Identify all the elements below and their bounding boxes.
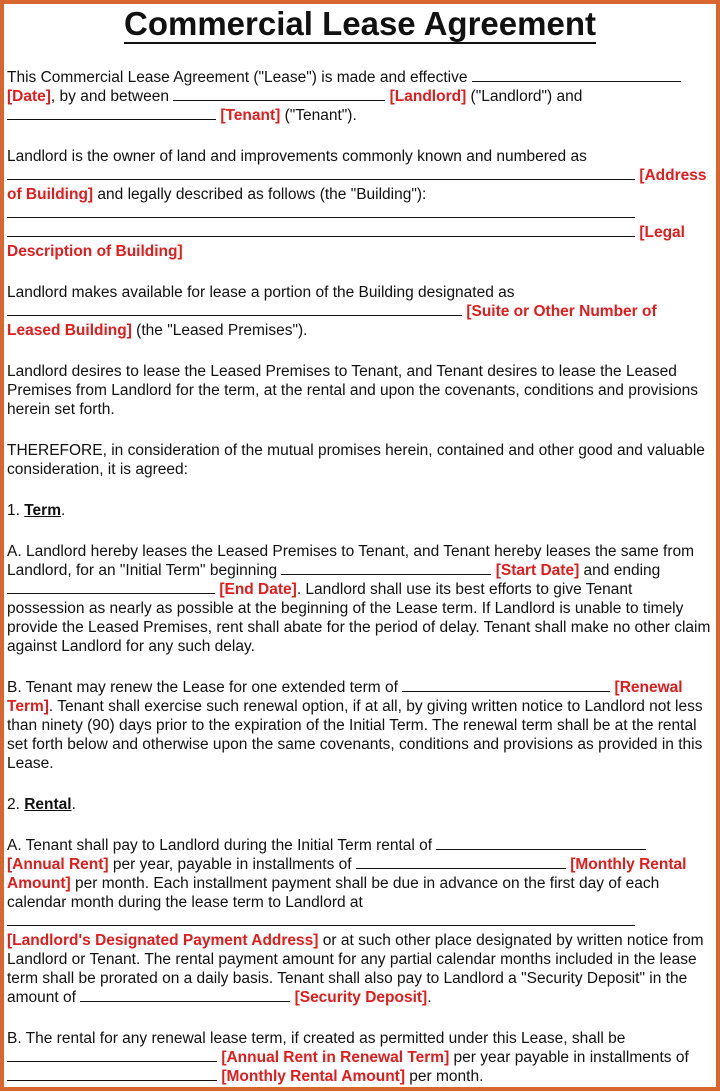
section-1-heading: 1. Term. bbox=[7, 502, 66, 519]
date-placeholder: [Date] bbox=[7, 88, 51, 105]
annual-rent-blank[interactable] bbox=[436, 836, 646, 850]
renewal-monthly-placeholder: [Monthly Rental Amount] bbox=[221, 1068, 405, 1085]
start-date-blank[interactable] bbox=[281, 561, 491, 575]
security-deposit-blank[interactable] bbox=[80, 988, 290, 1002]
monthly-rent-blank[interactable] bbox=[356, 855, 566, 869]
annual-renewal-rent-blank[interactable] bbox=[7, 1048, 217, 1062]
renewal-blank[interactable] bbox=[402, 678, 610, 692]
suite-placeholder-cont: Leased Building] bbox=[7, 322, 132, 339]
start-date-placeholder: [Start Date] bbox=[495, 562, 580, 579]
security-deposit-placeholder: [Security Deposit] bbox=[294, 989, 428, 1006]
payment-address-blank[interactable] bbox=[7, 912, 635, 926]
tenant-placeholder: [Tenant] bbox=[220, 107, 281, 124]
suite-blank[interactable] bbox=[7, 302, 462, 316]
lease-document bbox=[7, 4, 713, 1086]
availability-paragraph: Landlord makes available for lease a portion of the Building designated as [Suite or Other Number of Leased Building] (the "Leased Premises"). bbox=[7, 284, 657, 339]
end-date-blank[interactable] bbox=[7, 580, 215, 594]
therefore-paragraph: THEREFORE, in consideration of the mutual promises herein, contained and other good and valuable consideration, it is agreed: bbox=[7, 442, 705, 478]
address-blank[interactable] bbox=[7, 166, 635, 180]
legal-blank-1[interactable] bbox=[7, 204, 635, 218]
monthly-rent-placeholder: [Monthly Rental Amount] bbox=[7, 856, 687, 892]
annual-rent-placeholder: [Annual Rent] bbox=[7, 856, 109, 873]
landlord-placeholder: [Landlord] bbox=[389, 88, 467, 105]
suite-placeholder: [Suite or Other Number of bbox=[466, 303, 657, 320]
section-2b-paragraph: B. The rental for any renewal lease term, if created as permitted under this Lease, shall be [Annual Rent in Renewal Term] per year payable in installments of [Monthly Rental Amount] per month. bbox=[7, 1030, 689, 1085]
renewal-placeholder: [Renewal Term] bbox=[7, 679, 683, 715]
section-1a-paragraph: A. Landlord hereby leases the Leased Premises to Tenant, and Tenant hereby leases the same from Landlord, for an "Initial Term" beginning [Start Date] and ending [End Date]. Landlord shall use its best efforts to give Tenant possession as nearly as possible at the beginning of the Lease term. If Landlord is unable to timely provide the Leased Premises, rent shall abate for the period of delay. Tenant shall make no other claim against Landlord for any such delay. bbox=[7, 543, 711, 655]
desires-paragraph: Landlord desires to lease the Leased Premises to Tenant, and Tenant desires to lease the Leased Premises from Landlord for the term, at the rental and upon the covenants, conditions and provisions herein set forth. bbox=[7, 363, 698, 418]
section-2-heading: 2. Rental. bbox=[7, 796, 76, 813]
tenant-blank[interactable] bbox=[7, 106, 216, 120]
end-date-placeholder: [End Date] bbox=[219, 581, 297, 598]
legal-placeholder: [Legal bbox=[639, 224, 685, 241]
legal-blank-2[interactable] bbox=[7, 223, 635, 237]
renewal-monthly-blank[interactable] bbox=[7, 1067, 217, 1081]
section-1b-paragraph: B. Tenant may renew the Lease for one extended term of [Renewal Term]. Tenant shall exercise such renewal option, if at all, by giving written notice to Landlord not less than ninety (90) days prior to the expiration of the Initial Term. The renewal term shall be at the rental set forth below and otherwise upon the same covenants, conditions and provisions as provided in this Lease. bbox=[7, 679, 703, 772]
annual-renewal-rent-placeholder: [Annual Rent in Renewal Term] bbox=[221, 1049, 450, 1066]
address-placeholder-cont: of Building] bbox=[7, 186, 94, 203]
payment-address-placeholder: [Landlord's Designated Payment Address] bbox=[7, 932, 319, 949]
address-placeholder: [Address bbox=[639, 167, 707, 184]
date-blank[interactable] bbox=[472, 68, 681, 82]
document-title: Commercial Lease Agreement bbox=[124, 5, 596, 42]
intro-paragraph: This Commercial Lease Agreement ("Lease") is made and effective [Date], by and between [Landlord] ("Landlord") and [Tenant] ("Tenant"). bbox=[7, 68, 713, 125]
landlord-blank[interactable] bbox=[173, 87, 385, 101]
owner-paragraph: Landlord is the owner of land and improvements commonly known and numbered as [Address of Building] and legally described as follows (the "Building"): [Legal Description of Building] bbox=[7, 148, 707, 260]
section-2a-paragraph: A. Tenant shall pay to Landlord during the Initial Term rental of [Annual Rent] per year, payable in installments of [Monthly Rental Amount] per month. Each installment payment shall be due in advance on the first day of each calendar month during the lease term to Landlord at [Landlord's Designated Payment Address] or at such other place designated by written notice from Landlord or Tenant. The rental payment amount for any partial calendar months included in the lease term shall be prorated on a daily basis. Tenant shall also pay to Landlord a "Security Deposit" in the amount of [Security Deposit]. bbox=[7, 837, 704, 1006]
legal-placeholder-cont: Description of Building] bbox=[7, 243, 183, 260]
